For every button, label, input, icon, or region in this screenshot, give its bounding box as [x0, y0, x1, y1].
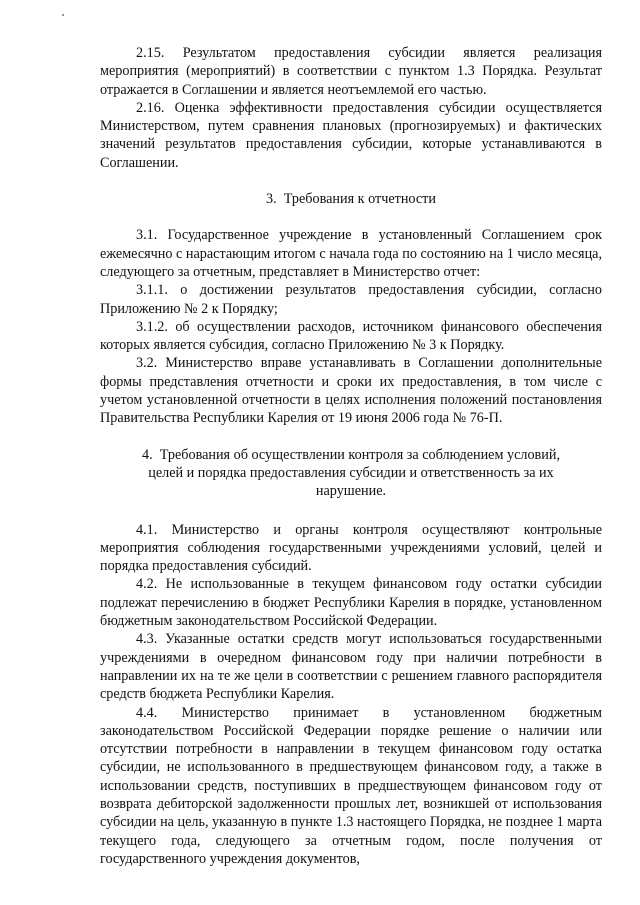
paragraph-4-3: 4.3. Указанные остатки средств могут использоваться государственными учреждениями в очередном финансовом году при наличии потребности в направлении их на те же цели в соответствии с решением главного распорядителя средств бюджета Республики Карелия.	[100, 631, 602, 703]
scan-mark	[62, 14, 64, 16]
section-4-heading-line: нарушение.	[315, 483, 387, 500]
paragraph-3-1-2: 3.1.2. об осуществлении расходов, источником финансового обеспечения которых является субсидия, согласно Приложению № 3 к Порядку.	[100, 318, 602, 354]
paragraph-2-16: 2.16. Оценка эффективности предоставления субсидии осуществляется Министерством, путем сравнения плановых (прогнозируемых) и фактических значений результатов предоставления субсидии, которые устанавливаются в Соглашении.	[100, 99, 602, 171]
section-3-heading: 3. Требования к отчетности	[266, 191, 436, 208]
section-4-heading	[100, 446, 602, 501]
paragraph-4-2: 4.2. Не использованные в текущем финансовом году остатки субсидии подлежат перечислению в бюджет Республики Карелия в порядке, установленном бюджетным законодательством Российской Федерации.	[100, 576, 602, 630]
paragraph-2-15: 2.15. Результатом предоставления субсидии является реализация мероприятия (мероприятий) в соответствии с пунктом 1.3 Порядка. Результат отражается в Соглашении и является неотъемлемой его частью.	[100, 45, 602, 98]
section-4-heading-line: целей и порядка предоставления субсидии и ответственность за их	[148, 464, 554, 481]
paragraph-3-1: 3.1. Государственное учреждение в установленный Соглашением срок ежемесячно с нарастающим итогом с начала года по состоянию на 1 число месяца, следующего за отчетным, представляет в Министерство отчет:	[100, 227, 602, 280]
paragraph-3-2: 3.2. Министерство вправе устанавливать в Соглашении дополнительные формы представления отчетности и сроки их предоставления, в том числе с учетом установленной отчетности в целях исполнения положений постановления Правительства Республики Карелия от 19 июня 2006 года № 76-П.	[100, 355, 602, 427]
document-page	[100, 44, 602, 868]
paragraph-4-1: 4.1. Министерство и органы контроля осуществляют контрольные мероприятия соблюдения государственными учреждениями условий, целей и порядка предоставления субсидий.	[100, 521, 602, 575]
paragraph-4-4: 4.4. Министерство принимает в установленном бюджетным законодательством Российской Федерации порядке решение о наличии или отсутствии потребности в направлении в текущем финансовом году остатка субсидии, не использованного в предшествующем финансовом году, а также в использовании средств, поступивших в предшествующем финансовом году от возврата дебиторской задолженности прошлых лет, возникшей от использования субсидии на цель, указанную в пункте 1.3 настоящего Порядка, не позднее 1 марта текущего года, следующего за отчетным годом, после получения от государственного учреждения документов,	[100, 704, 602, 867]
section-4-heading-line: 4. Требования об осуществлении контроля за соблюдением условий,	[142, 446, 560, 463]
paragraph-3-1-1: 3.1.1. о достижении результатов предоставления субсидии, согласно Приложению № 2 к Порядку;	[100, 282, 602, 317]
